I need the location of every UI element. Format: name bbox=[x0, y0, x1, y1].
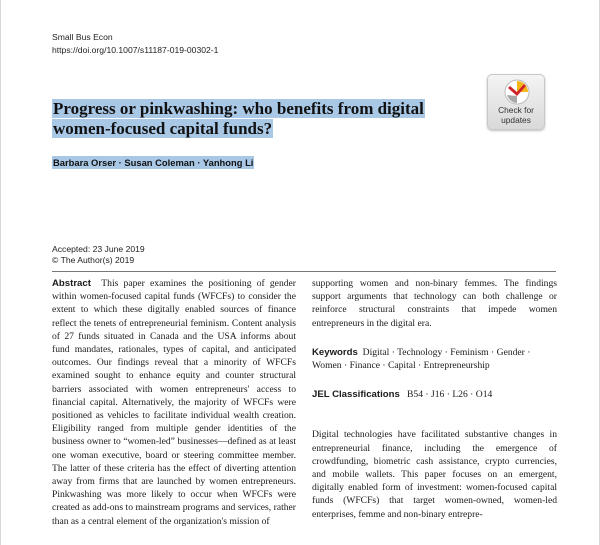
doi-link[interactable]: https://doi.org/10.1007/s11187-019-00302-1 bbox=[52, 45, 219, 55]
crossmark-line1: Check for bbox=[498, 105, 534, 115]
journal-name: Small Bus Econ bbox=[52, 32, 113, 42]
author-list[interactable] bbox=[52, 157, 254, 169]
jel-codes: B54 · J16 · L26 · O14 bbox=[407, 389, 493, 401]
jel-label: JEL Classifications bbox=[312, 389, 400, 401]
right-column bbox=[312, 277, 557, 521]
crossmark-label bbox=[488, 106, 544, 125]
keywords-label: Keywords bbox=[312, 346, 358, 358]
jel-line bbox=[312, 388, 557, 401]
check-for-updates-badge[interactable] bbox=[487, 74, 545, 130]
accepted-date: Accepted: 23 June 2019 bbox=[52, 244, 145, 254]
article-title[interactable] bbox=[52, 99, 432, 139]
abstract-paragraph bbox=[52, 277, 296, 528]
abstract-label: Abstract bbox=[52, 278, 91, 289]
keywords-text: Digital · Technology · Feminism · Gender · Women · Finance · Capital · Entrepreneurship bbox=[312, 346, 531, 372]
article-title-text[interactable]: Progress or pinkwashing: who benefits from digital women-focused capital funds? bbox=[53, 99, 424, 138]
intro-paragraph: Digital technologies have facilitated substantive changes in entrepreneurial finance, including the emergence of crowdfunding, biometric cash assistance, crypto currencies, and mobile wallets. This paper focuses on an emergent, digitally enabled form of investment: women-focused capital funds (WFCFs) that target women-owned, women-led enterprises, femme and non-binary entrepre- bbox=[312, 429, 557, 520]
crossmark-icon bbox=[504, 79, 530, 105]
keywords-line bbox=[312, 346, 557, 372]
abstract-continuation: supporting women and non-binary femmes. The findings support arguments that technology can both challenge or reinforce structural constraints that impede women entrepreneurs in the digital era. bbox=[312, 278, 557, 329]
copyright-notice: © The Author(s) 2019 bbox=[52, 255, 135, 265]
journal-header bbox=[52, 31, 218, 57]
section-divider bbox=[52, 271, 556, 272]
author-names[interactable]: Barbara Orser · Susan Coleman · Yanhong Li bbox=[53, 157, 254, 168]
left-column bbox=[52, 277, 296, 528]
abstract-text: This paper examines the positioning of gender within women-focused capital funds (WFCFs) to consider the extent to which these digitally enabled sources of finance reflect the tenets of entrepreneurial feminism. Content analysis of 27 funds situated in Canada and the USA informs about fund mandates, rationales, types of capital, and anticipated outcomes. Our findings reveal that a minority of WFCFs examined sought to enhance equity and counter structural barriers associated with women entrepreneurs' access to financial capital. Alternatively, the majority of WFCFs were positioned as vehicles to facilitate individual wealth creation. Eligibility ranged from multiple gender identities of the business owner to “women-led” businesses—defined as at least one woman executive, board or steering committee member. The latter of these criteria has the effect of diverting attention away from firms that are launched by women entrepreneurs. Pinkwashing was more likely to occur when WFCFs were created as add-ons to mainstream programs and services, rather than as a central element of the organization's mission of bbox=[52, 278, 296, 527]
crossmark-line2: updates bbox=[501, 114, 531, 125]
publication-dates bbox=[52, 244, 145, 266]
